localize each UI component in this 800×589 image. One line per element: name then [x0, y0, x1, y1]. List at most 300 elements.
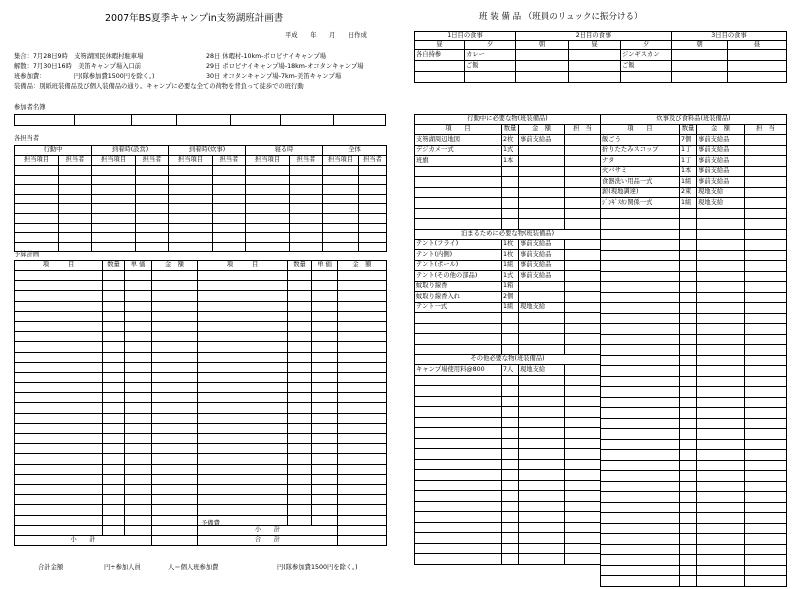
empty-cell	[152, 464, 198, 474]
role-item-header: 担当項目	[323, 156, 359, 166]
table-row	[601, 376, 787, 387]
equipment-note: 装備品：別紙班装備品及び個人装備品の通り。キャンプに必要な全ての荷物を背負って徒歩での班行動	[14, 83, 304, 90]
equip-name: 薪(現地調達)	[601, 187, 680, 198]
table-row	[601, 492, 787, 503]
empty-cell	[59, 185, 92, 195]
table-row	[15, 213, 387, 223]
empty-cell	[246, 175, 290, 185]
empty-cell	[601, 397, 680, 408]
empty-cell	[697, 460, 745, 471]
equip-qty: 7人	[502, 365, 519, 376]
equip-qty: 2束	[680, 187, 697, 198]
empty-cell	[92, 185, 136, 195]
empty-cell	[338, 383, 387, 393]
empty-cell	[697, 334, 745, 345]
table-row	[415, 177, 601, 188]
empty-cell	[323, 185, 359, 195]
empty-cell	[697, 261, 745, 272]
table-row	[601, 271, 787, 282]
equip-name: テント(フライ)	[415, 239, 502, 250]
empty-cell	[502, 386, 519, 397]
empty-cell	[169, 223, 213, 233]
empty-cell	[290, 223, 323, 233]
empty-cell	[92, 194, 136, 204]
empty-cell	[323, 204, 359, 214]
empty-cell	[745, 261, 787, 272]
empty-cell	[152, 342, 198, 352]
empty-cell	[312, 321, 338, 331]
empty-cell	[745, 240, 787, 251]
empty-cell	[519, 522, 565, 533]
meal-slot: 昼	[728, 41, 787, 50]
empty-cell	[312, 311, 338, 321]
empty-cell	[312, 372, 338, 382]
empty-cell	[288, 505, 312, 515]
empty-cell	[59, 204, 92, 214]
equip-amount	[519, 292, 565, 303]
empty-cell	[15, 213, 59, 223]
empty-cell	[359, 233, 387, 243]
table-row	[601, 513, 787, 524]
empty-cell	[745, 492, 787, 503]
empty-cell	[745, 565, 787, 576]
empty-cell	[198, 454, 288, 464]
empty-cell	[288, 393, 312, 403]
empty-cell	[680, 450, 697, 461]
empty-cell	[565, 491, 601, 502]
empty-cell	[415, 187, 502, 198]
empty-cell	[745, 513, 787, 524]
empty-cell	[312, 495, 338, 505]
empty-cell	[15, 233, 59, 243]
empty-cell	[565, 281, 601, 292]
empty-cell	[680, 481, 697, 492]
empty-cell	[246, 223, 290, 233]
empty-cell	[697, 250, 745, 261]
equip-name: 蚊取り線香	[415, 281, 502, 292]
empty-cell	[502, 480, 519, 491]
table-row	[601, 177, 787, 188]
role-person-header: 担当者	[213, 156, 246, 166]
empty-cell	[312, 271, 338, 281]
empty-cell	[565, 554, 601, 565]
empty-cell	[15, 413, 103, 423]
empty-cell	[152, 301, 198, 311]
empty-cell	[565, 187, 601, 198]
empty-cell	[745, 303, 787, 314]
empty-cell	[15, 223, 59, 233]
empty-cell	[680, 565, 697, 576]
table-row	[601, 429, 787, 440]
equip-name: 蚊取り線香入れ	[415, 292, 502, 303]
empty-cell	[680, 576, 697, 587]
table-row	[15, 223, 387, 233]
empty-cell	[697, 502, 745, 513]
table-row	[601, 219, 787, 230]
meal-slot: 昼	[569, 41, 621, 50]
empty-cell	[169, 194, 213, 204]
table-row	[415, 480, 601, 491]
empty-cell	[565, 271, 601, 282]
empty-cell	[680, 471, 697, 482]
empty-cell	[359, 242, 387, 252]
empty-cell	[601, 534, 680, 545]
empty-cell	[15, 372, 103, 382]
empty-cell	[213, 194, 246, 204]
table-row	[601, 544, 787, 555]
empty-cell	[312, 301, 338, 311]
empty-cell	[601, 450, 680, 461]
empty-cell	[745, 135, 787, 146]
empty-cell	[152, 332, 198, 342]
schedule-right-0: 28日 休暇村-10km-ポロピナイキャンプ場	[206, 53, 327, 60]
meal-slot: 朝	[672, 41, 728, 50]
empty-cell	[415, 313, 502, 324]
empty-cell	[338, 301, 387, 311]
table-row	[601, 250, 787, 261]
table-row	[15, 233, 387, 243]
table-row	[601, 387, 787, 398]
table-row	[15, 301, 387, 311]
table-row	[601, 240, 787, 251]
empty-cell	[338, 484, 387, 494]
schedule-left-1: 解散：7月30日16時 美笛キャンプ場入口前	[14, 63, 142, 70]
empty-cell	[125, 454, 152, 464]
empty-cell	[565, 302, 601, 313]
table-row	[415, 470, 601, 481]
empty-cell	[103, 495, 125, 505]
equip-name: ナタ	[601, 156, 680, 167]
equip-amount: 事前支給品	[697, 156, 745, 167]
empty-cell	[565, 250, 601, 261]
empty-cell	[288, 271, 312, 281]
budget-label: 予算計画	[14, 251, 40, 258]
table-row	[15, 332, 387, 342]
equip-amount: 現地支給	[519, 365, 565, 376]
empty-cell	[601, 460, 680, 471]
budget-subtotal-label-right: 小 計	[198, 525, 338, 535]
empty-cell	[246, 233, 290, 243]
empty-cell	[565, 208, 601, 219]
role-item-header: 担当項目	[15, 156, 59, 166]
empty-cell	[288, 352, 312, 362]
equip-qty: 1本	[502, 156, 519, 167]
empty-cell	[565, 417, 601, 428]
empty-cell	[680, 523, 697, 534]
empty-cell	[103, 352, 125, 362]
empty-cell	[745, 250, 787, 261]
empty-cell	[103, 383, 125, 393]
empty-cell	[502, 459, 519, 470]
table-row	[415, 407, 601, 418]
equip-name: テント一式	[415, 302, 502, 313]
empty-cell	[601, 376, 680, 387]
table-row	[415, 156, 601, 167]
table-row	[15, 175, 387, 185]
role-group-4: 全体	[323, 146, 387, 156]
empty-cell	[15, 271, 103, 281]
empty-cell	[565, 365, 601, 376]
empty-cell	[290, 233, 323, 243]
table-row	[415, 512, 601, 523]
table-row	[601, 135, 787, 146]
empty-cell	[680, 502, 697, 513]
participants-label: 参加者名簿	[14, 104, 46, 111]
empty-cell	[745, 334, 787, 345]
table-row	[15, 464, 387, 474]
empty-cell	[125, 352, 152, 362]
equip-name: 班旗	[415, 156, 502, 167]
equip-qty: 1本	[680, 166, 697, 177]
empty-cell	[697, 471, 745, 482]
empty-cell	[745, 324, 787, 335]
empty-cell	[680, 250, 697, 261]
empty-cell	[15, 515, 103, 525]
empty-cell	[312, 474, 338, 484]
empty-cell	[198, 474, 288, 484]
empty-cell	[312, 403, 338, 413]
empty-cell	[338, 423, 387, 433]
empty-cell	[288, 403, 312, 413]
empty-cell	[519, 166, 565, 177]
empty-cell	[519, 501, 565, 512]
empty-cell	[15, 175, 59, 185]
empty-cell	[601, 324, 680, 335]
empty-cell	[697, 387, 745, 398]
equip-name: テント(内側)	[415, 250, 502, 261]
empty-cell	[92, 223, 136, 233]
empty-cell	[415, 208, 502, 219]
table-row	[415, 554, 601, 565]
table-row	[415, 522, 601, 533]
empty-cell	[136, 213, 169, 223]
empty-cell	[312, 393, 338, 403]
table-row	[601, 345, 787, 356]
empty-cell	[125, 342, 152, 352]
empty-cell	[288, 413, 312, 423]
table-row	[415, 417, 601, 428]
empty-cell	[519, 428, 565, 439]
role-group-0: 行動中	[15, 146, 92, 156]
equip-name: テント(ポール)	[415, 260, 502, 271]
table-row	[415, 166, 601, 177]
empty-cell	[601, 544, 680, 555]
empty-cell	[502, 470, 519, 481]
role-person-header: 担当者	[359, 156, 387, 166]
empty-cell	[15, 495, 103, 505]
table-row	[415, 365, 601, 376]
empty-cell	[169, 213, 213, 223]
empty-cell	[565, 313, 601, 324]
empty-cell	[359, 223, 387, 233]
empty-cell	[290, 204, 323, 214]
empty-cell	[169, 166, 213, 176]
empty-cell	[246, 213, 290, 223]
empty-cell	[745, 481, 787, 492]
empty-cell	[169, 233, 213, 243]
empty-cell	[338, 505, 387, 515]
equip-name: 火バサミ	[601, 166, 680, 177]
table-row	[415, 302, 601, 313]
empty-cell	[92, 233, 136, 243]
table-row	[415, 344, 601, 355]
meal-day-1: 1日目の食事	[415, 32, 516, 41]
equip-amount: 事前支給品	[519, 135, 565, 146]
table-row	[601, 523, 787, 534]
equip-name: テント(その他の部品)	[415, 271, 502, 282]
empty-cell	[745, 166, 787, 177]
empty-cell	[198, 403, 288, 413]
table-row	[601, 324, 787, 335]
empty-cell	[519, 375, 565, 386]
empty-cell	[213, 223, 246, 233]
role-person-header: 担当者	[136, 156, 169, 166]
roles-table	[14, 145, 387, 252]
empty-cell	[502, 344, 519, 355]
equip-qty: 1枚	[502, 250, 519, 261]
empty-cell	[519, 344, 565, 355]
empty-cell	[697, 282, 745, 293]
empty-cell	[519, 417, 565, 428]
table-row	[415, 313, 601, 324]
empty-cell	[15, 444, 103, 454]
empty-cell	[745, 208, 787, 219]
moving-section-title: 行動中に必要な物(班装備品)	[415, 115, 601, 125]
empty-cell	[15, 423, 103, 433]
empty-cell	[338, 321, 387, 331]
empty-cell	[246, 204, 290, 214]
empty-cell	[745, 229, 787, 240]
meal-day-2: 2日目の食事	[516, 32, 672, 41]
equip-amount: 現地支給	[519, 302, 565, 313]
empty-cell	[338, 271, 387, 281]
empty-cell	[415, 501, 502, 512]
empty-cell	[519, 512, 565, 523]
empty-cell	[519, 491, 565, 502]
empty-cell	[680, 324, 697, 335]
empty-cell	[697, 229, 745, 240]
empty-cell	[415, 375, 502, 386]
empty-cell	[103, 505, 125, 515]
empty-cell	[312, 464, 338, 474]
empty-cell	[103, 434, 125, 444]
empty-cell	[15, 166, 59, 176]
empty-cell	[502, 313, 519, 324]
empty-cell	[290, 166, 323, 176]
empty-cell	[565, 260, 601, 271]
empty-cell	[288, 484, 312, 494]
equip-amount: 事前支給品	[519, 250, 565, 261]
meal-entry: ジンギスカン	[621, 50, 672, 61]
empty-cell	[338, 311, 387, 321]
equip-qty: 1式	[502, 271, 519, 282]
empty-cell	[601, 576, 680, 587]
empty-cell	[565, 177, 601, 188]
empty-cell	[198, 372, 288, 382]
empty-cell	[415, 166, 502, 177]
empty-cell	[519, 480, 565, 491]
equip-qty: 2個	[502, 292, 519, 303]
empty-cell	[152, 271, 198, 281]
budget-amount-header: 金 額	[152, 261, 198, 271]
equip-name: 飯ごう	[601, 135, 680, 146]
plan-title: 2007年BS夏季キャンプin支笏湖班計画書	[105, 13, 284, 24]
empty-cell	[502, 334, 519, 345]
empty-cell	[59, 175, 92, 185]
equipment-right-table	[600, 114, 787, 587]
empty-cell	[103, 342, 125, 352]
empty-cell	[288, 281, 312, 291]
table-row	[601, 282, 787, 293]
empty-cell	[502, 501, 519, 512]
empty-cell	[680, 544, 697, 555]
empty-cell	[415, 177, 502, 188]
role-group-1: 到着時(設営)	[92, 146, 169, 156]
table-row	[15, 321, 387, 331]
empty-cell	[745, 471, 787, 482]
empty-cell	[59, 213, 92, 223]
empty-cell	[697, 408, 745, 419]
empty-cell	[601, 366, 680, 377]
empty-cell	[680, 534, 697, 545]
table-row	[601, 156, 787, 167]
role-person-header: 担当者	[290, 156, 323, 166]
equip-qty: 1組	[680, 198, 697, 209]
table-row	[415, 386, 601, 397]
empty-cell	[125, 413, 152, 423]
table-row	[15, 242, 387, 252]
empty-cell	[502, 198, 519, 209]
empty-cell	[565, 135, 601, 146]
empty-cell	[601, 229, 680, 240]
empty-cell	[415, 554, 502, 565]
equip-qty: 1組	[680, 177, 697, 188]
empty-cell	[312, 515, 338, 525]
empty-cell	[125, 311, 152, 321]
empty-cell	[198, 393, 288, 403]
empty-cell	[565, 219, 601, 230]
table-row	[15, 403, 387, 413]
table-row	[601, 229, 787, 240]
empty-cell	[745, 418, 787, 429]
empty-cell	[601, 355, 680, 366]
empty-cell	[601, 250, 680, 261]
empty-cell	[15, 321, 103, 331]
empty-cell	[323, 213, 359, 223]
empty-cell	[198, 352, 288, 362]
table-row	[601, 334, 787, 345]
empty-cell	[338, 474, 387, 484]
equip-amount: 事前支給品	[697, 177, 745, 188]
empty-cell	[565, 407, 601, 418]
empty-cell	[680, 366, 697, 377]
table-row	[15, 495, 387, 505]
empty-cell	[745, 534, 787, 545]
empty-cell	[125, 403, 152, 413]
empty-cell	[565, 428, 601, 439]
empty-cell	[745, 387, 787, 398]
empty-cell	[152, 393, 198, 403]
empty-cell	[601, 282, 680, 293]
empty-cell	[136, 185, 169, 195]
footer-per-person: 円÷参加人員	[104, 564, 141, 571]
empty-cell	[519, 323, 565, 334]
empty-cell	[502, 177, 519, 188]
empty-cell	[502, 219, 519, 230]
empty-cell	[103, 311, 125, 321]
empty-cell	[601, 219, 680, 230]
empty-cell	[103, 393, 125, 403]
